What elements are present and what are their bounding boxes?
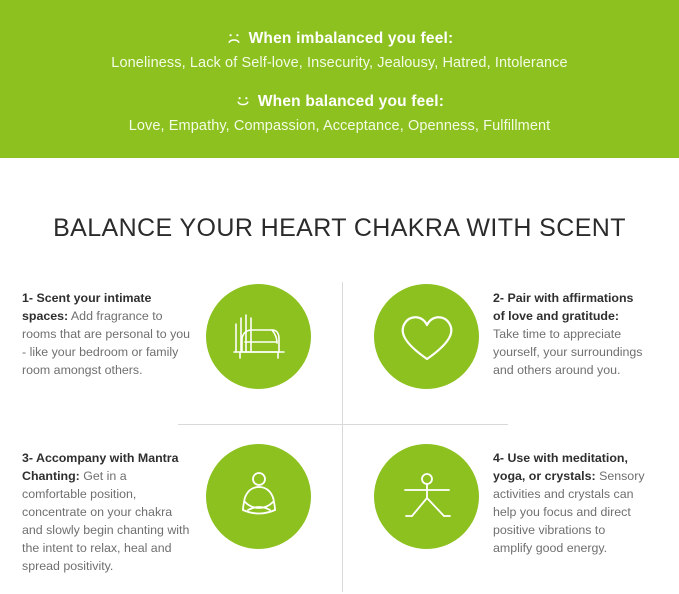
tip-2-lead: 2- Pair with affirmations of love and gratitude: — [493, 291, 634, 323]
tip-item-2 — [352, 284, 662, 389]
vertical-divider — [342, 282, 343, 592]
tip-item-3 — [22, 444, 332, 576]
heart-icon — [374, 284, 479, 389]
tip-1-body: Add fragrance to rooms that are personal to you - like your bedroom or family room amongst others. — [22, 308, 191, 377]
tip-4-lead: 4- Use with meditation, yoga, or crystals: — [493, 451, 628, 483]
frowning-face-icon — [226, 31, 242, 47]
tip-item-1 — [22, 284, 332, 389]
imbalanced-heading-row — [0, 30, 679, 48]
tip-4-text — [479, 444, 645, 558]
page-title: BALANCE YOUR HEART CHAKRA WITH SCENT — [53, 214, 626, 242]
tip-3-lead: 3- Accompany with Mantra Chanting: — [22, 451, 179, 483]
tip-3-text — [22, 444, 200, 576]
balanced-title: When balanced you feel: — [257, 93, 445, 110]
imbalanced-list: Loneliness, Lack of Self-love, Insecurity, Jealousy, Hatred, Intolerance — [111, 55, 568, 71]
meditating-person-icon — [206, 444, 311, 549]
feelings-banner — [0, 0, 679, 158]
balanced-list: Love, Empathy, Compassion, Acceptance, Openness, Fulfillment — [128, 118, 551, 134]
smiling-face-icon — [235, 94, 251, 110]
imbalanced-title: When imbalanced you feel: — [248, 30, 454, 47]
horizontal-divider — [178, 424, 508, 425]
tip-4-body: Sensory activities and crystals can help you focus and direct positive vibrations to amplify good energy. — [493, 468, 645, 555]
tips-grid — [22, 276, 662, 594]
tip-1-lead: 1- Scent your intimate spaces: — [22, 291, 152, 323]
tip-item-4 — [352, 444, 662, 558]
balanced-heading-row — [0, 93, 679, 111]
tip-2-text — [479, 284, 645, 380]
sofa-icon — [206, 284, 311, 389]
tip-1-text — [22, 284, 200, 380]
tip-2-body: Take time to appreciate yourself, your surroundings and others around you. — [493, 326, 643, 377]
tip-3-body: Get in a comfortable position, concentrate on your chakra and slowly begin chanting with the intent to relax, heal and spread positivity. — [22, 468, 190, 573]
yoga-warrior-pose-icon — [374, 444, 479, 549]
